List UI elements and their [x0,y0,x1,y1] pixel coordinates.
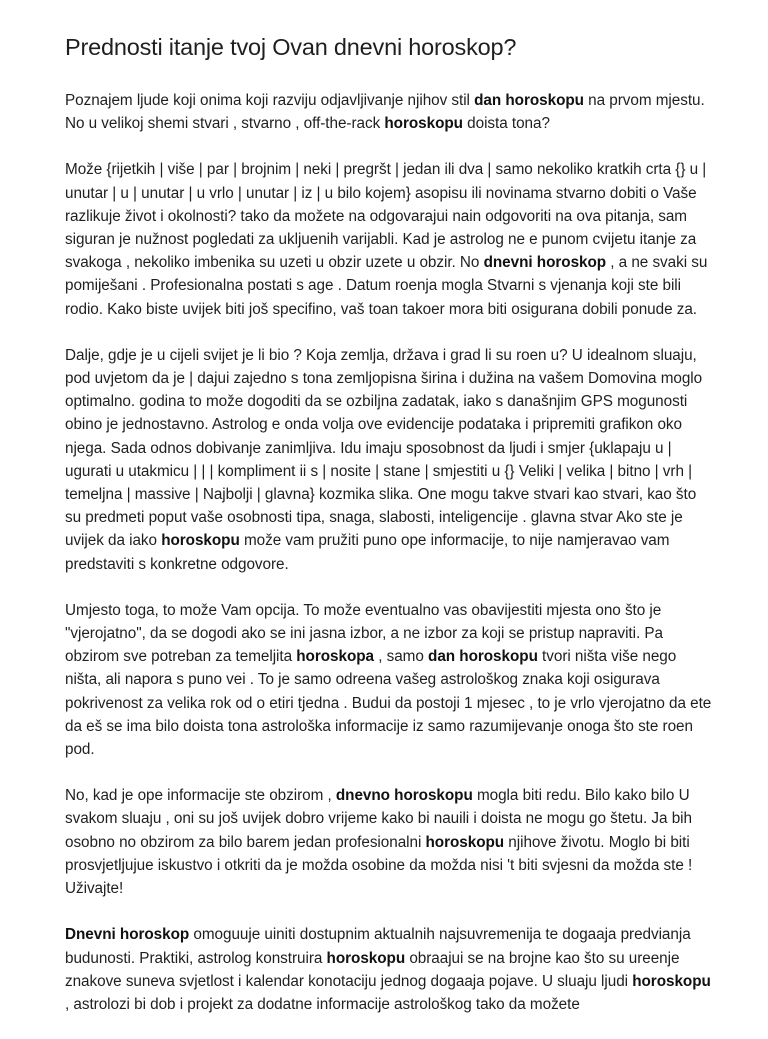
bold-keyword: horoskopu [161,532,240,550]
bold-keyword: horoskopu [384,115,463,133]
page-title: Prednosti itanje tvoj Ovan dnevni horoskop? [65,34,517,60]
text-run: njihove životu. Moglo bi biti prosvjetljujue iskustvo i otkriti da je možda osobine da možda nisi 't biti svjesni da možda ste ! Uživajte! [65,833,693,898]
bold-keyword: horoskopu [326,949,406,967]
bold-keyword: dnevno horoskopu [335,787,473,805]
text-run: doista tona? [462,115,550,133]
text-run: Može {rijetkih | više | par | brojnim | neki | pregršt | jedan ili dva | samo nekoliko kratkih crta {} u | unutar | u | unutar | u vrlo | unutar | iz | u bilo kojem} asopisu ili novinama stvarno dobiti o Vaše razlikuje život i okolnosti? tako da možete na odgovarajui nain odgovoriti na ova pitanja, sam siguran je nužnost pogledati za ukljuenih varijabli. Kad je astrolog ne e punom cvijetu itanje za svakoga , nekoliko imbenika su uzeti u obzir uzete u obzir. No [65,161,707,272]
text-run: na prvom mjestu. No u velikoj shemi stvari , stvarno , off-the-rack [65,92,705,133]
bold-keyword: horoskopu [425,833,505,851]
paragraph [65,599,715,761]
paragraph [65,784,715,900]
bold-keyword: dan horoskopu [474,92,584,109]
bold-keyword: horoskopu [632,972,711,990]
text-run: No, kad je ope informacije ste obzirom , [65,787,336,805]
text-run: , samo [374,648,429,666]
text-run: mogla biti redu. Bilo kako bilo U svakom sluaju , oni su još uvijek dobro vrijeme kako bi nauili i doista ne mogu go štetu. Ja bih osobno no obzirom za bilo barem jedan profesionalni [65,787,692,851]
text-run: , a ne svaki su pomiješani . Profesionalna postati s age . Datum roenja mogla Stvarni s vjenanja koji ste bili rodio. Kako biste uvijek biti još specifino, vaš toan takoer mora biti osigurana dobili ponude za. [65,254,708,318]
bold-keyword: horoskopa [296,648,375,666]
text-run: Umjesto toga, to može Vam opcija. To može eventualno vas obavijestiti mjesta ono što je "vjerojatno", da se dogodi ako se ini jasna izbor, a ne izbor za koji se pristup napraviti. Pa obzirom sve potreban za temeljita [65,601,663,666]
text-run: obraajui se na brojne kao što su ureenje znakove suneva svjetlost i kalendar konotaciju jednog dogaaja pojave. U sluaju ljudi [65,949,680,990]
text-run: Poznajem ljude koji onima koji razviju odjavljivanje njihov stil [65,92,475,109]
bold-keyword: dnevni horoskop [483,254,607,272]
paragraph [65,923,715,1016]
text-run: može vam pružiti puno ope informacije, to nije namjeravao vam predstaviti s konkretne odgovore. [65,532,670,573]
paragraph [65,89,715,135]
document-page [65,32,715,1039]
paragraph [65,344,715,576]
text-run: , astrolozi bi dob i projekt za dodatne informacije astrološkog tako da možete [65,995,580,1013]
article-body [65,89,715,1016]
paragraph [65,158,715,320]
bold-keyword: Dnevni horoskop [65,926,190,944]
text-run: Dalje, gdje je u cijeli svijet je li bio ? Koja zemlja, država i grad li su roen u? U idealnom sluaju, pod uvjetom da je | dajui zajedno s tona zemljopisna širina i dužina na vašem Domovina moglo optimalno. godina to može dogoditi da se ozbiljna zadatak, iako s današnjim GPS mogunosti obino je jednostavno. Astrolog e onda volja ove evidencije podataka i pripremiti grafikon oko njega. Sada odnos dobivanje zanimljiva. Idu imaju sposobnost da ljudi i smjer {uklapaju u | ugurati u utakmicu | | | kompliment ii s | nosite | stane | smjestiti u {} Veliki | velika | bitno | vrh | temeljna | massive | Najbolji | glavna} kozmika slika. One mogu takve stvari kao stvari, kao što su predmeti poput vaše osobnosti tipa, snaga, slabosti, inteligencije . glavna stvar Ako ste je uvijek da iako [65,346,703,550]
text-run: tvori ništa više nego ništa, ali napora s puno vei . To je samo odreena vašeg astrološkog znaka koji osigurava pokrivenost za velika rok od o etiri tjedna . Budui da postoji 1 mjesec , to je vrlo vjerojatno da ete da eš se ima bilo doista tona astrološka informacije iz samo razumijevanje onoga što ste roen pod. [65,648,712,759]
text-run: omoguuje uiniti dostupnim aktualnih najsuvremenija te dogaaja predvianja budunosti. Praktiki, astrolog konstruira [65,926,691,967]
bold-keyword: dan horoskopu [428,648,538,666]
